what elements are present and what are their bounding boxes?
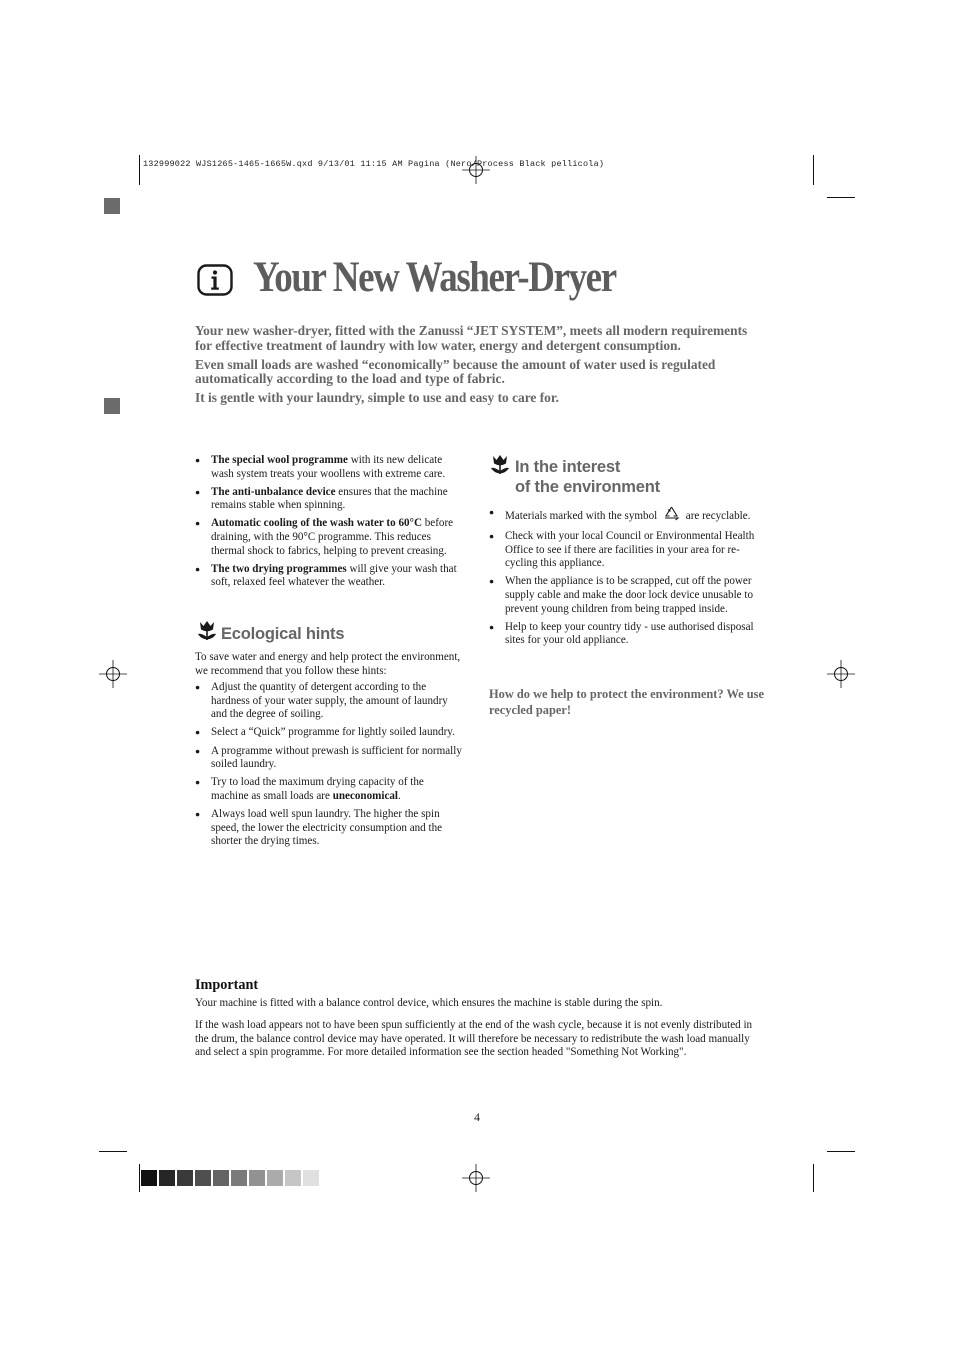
env-text: Help to keep your country tidy - use authorised disposal sites for your old appliance. xyxy=(505,620,754,647)
color-swatch xyxy=(141,1170,157,1186)
intro-text xyxy=(195,324,765,410)
feature-name: Automatic cooling of the wash water to 60°C xyxy=(211,517,422,530)
list-item xyxy=(195,486,467,513)
list-item xyxy=(489,506,761,526)
ecological-hints-heading: Ecological hints xyxy=(221,625,345,643)
list-item xyxy=(195,808,463,849)
hint-emphasis: uneconomical xyxy=(332,789,399,802)
list-item xyxy=(195,454,467,481)
feature-text: ensures that the machine remains stable when spinning. xyxy=(211,485,448,512)
info-icon xyxy=(197,264,233,301)
intro-paragraph: Your new washer-dryer, fitted with the Zanussi “JET SYSTEM”, meets all modern requirements for effective treatment of laundry with low water, energy and detergent consumption. xyxy=(195,323,748,353)
feature-text: with its new delicate wash system treats your woollens with extreme care. xyxy=(211,454,446,480)
environment-heading xyxy=(515,458,660,497)
list-item xyxy=(195,517,467,558)
environment-heading-line: In the interest xyxy=(515,458,621,476)
env-text: are recyclable. xyxy=(685,510,751,522)
feature-text: before draining, with the 90°C programme. This reduces thermal shock to fabrics, helping to prevent creasing. xyxy=(211,517,454,557)
print-slug: 132999022 WJS1265-1465-1665W.qxd 9/13/01 11:15 AM Pagina (Nero/Process Black pellicola) xyxy=(143,159,605,169)
crop-mark xyxy=(813,1164,814,1192)
color-swatch xyxy=(303,1170,319,1186)
environment-heading-line: of the environment xyxy=(515,477,660,496)
color-swatch xyxy=(159,1170,175,1186)
tulip-icon xyxy=(490,454,510,481)
environment-list xyxy=(489,506,761,652)
list-item xyxy=(489,575,761,616)
list-item xyxy=(195,681,463,722)
registration-mark-icon xyxy=(99,660,127,688)
env-text: Check with your local Council or Environmental Health Office to see if there are facilities in your area for re-cycling this appliance. xyxy=(505,530,755,570)
list-item xyxy=(195,563,467,590)
important-paragraph: If the wash load appears not to have been spun sufficiently at the end of the wash cycle, because it is not evenly distributed in the drum, the balance control device may have operated. It will therefore be necessary to redistribute the wash load manually and select a spin programme. For more detailed information see the section headed "Something Not Working". xyxy=(195,1018,753,1059)
color-swatch xyxy=(195,1170,211,1186)
env-text: When the appliance is to be scrapped, cut off the power supply cable and make the door lock device unusable to prevent young children from being trapped inside. xyxy=(505,575,753,615)
intro-paragraph: It is gentle with your laundry, simple to use and easy to care for. xyxy=(195,390,559,406)
list-item xyxy=(489,530,761,571)
registration-mark-icon xyxy=(462,156,490,184)
recycled-paper-note: How do we help to protect the environment? We use recycled paper! xyxy=(489,687,764,717)
crop-mark xyxy=(827,1151,855,1152)
color-swatch xyxy=(267,1170,283,1186)
hint-text: Try to load the maximum drying capacity of the machine as small loads are xyxy=(211,776,424,802)
crop-mark xyxy=(813,155,814,185)
feature-text: will give your wash that soft, relaxed feel whatever the weather. xyxy=(211,562,457,589)
list-item xyxy=(195,745,463,772)
registration-mark-icon xyxy=(827,660,855,688)
hint-text: Select a “Quick” programme for lightly soiled laundry. xyxy=(211,726,455,739)
feature-name: The anti-unbalance device xyxy=(211,485,336,498)
tulip-icon xyxy=(197,620,217,647)
intro-paragraph: Even small loads are washed “economically” because the amount of water used is regulated automatically according to the load and type of fabric. xyxy=(195,356,716,387)
hint-text: Always load well spun laundry. The higher the spin speed, the lower the electricity consumption and the shorter the drying times. xyxy=(211,807,443,848)
crop-mark xyxy=(139,155,140,185)
env-text: Materials marked with the symbol xyxy=(505,510,658,522)
crop-mark xyxy=(139,1164,140,1192)
color-swatch xyxy=(231,1170,247,1186)
feature-name: The two drying programmes xyxy=(211,562,347,575)
hint-text: . xyxy=(398,789,401,802)
important-text xyxy=(195,997,761,1068)
list-item xyxy=(195,776,463,803)
color-swatch xyxy=(285,1170,301,1186)
page-number: 4 xyxy=(474,1110,480,1124)
color-swatch xyxy=(177,1170,193,1186)
crop-mark xyxy=(99,1151,127,1152)
page-title: Your New Washer-Dryer xyxy=(253,254,616,301)
hint-text: Adjust the quantity of detergent according to the hardness of your water supply, the amount of laundry and the degree of soiling. xyxy=(211,681,448,721)
features-list xyxy=(195,454,467,594)
color-swatch xyxy=(249,1170,265,1186)
margin-marker xyxy=(104,398,120,414)
important-paragraph: Your machine is fitted with a balance control device, which ensures the machine is stable during the spin. xyxy=(195,997,663,1009)
color-swatch xyxy=(213,1170,229,1186)
margin-marker xyxy=(104,198,120,214)
list-item xyxy=(195,726,463,740)
important-heading: Important xyxy=(195,977,259,993)
ecological-intro: To save water and energy and help protect the environment, we recommend that you follow these hints: xyxy=(195,651,461,677)
crop-mark xyxy=(827,197,855,198)
hint-text: A programme without prewash is sufficient for normally soiled laundry. xyxy=(211,744,462,771)
feature-name: The special wool programme xyxy=(211,454,348,466)
list-item xyxy=(489,621,761,648)
ecological-hints xyxy=(195,651,463,853)
registration-mark-icon xyxy=(462,1164,490,1192)
recycle-icon xyxy=(663,506,680,526)
